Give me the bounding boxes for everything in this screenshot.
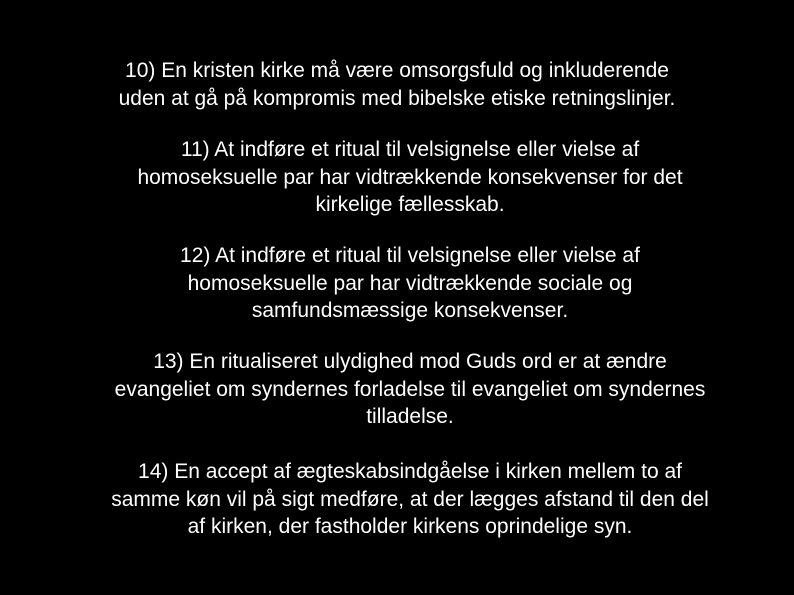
paragraph-10-line-2: uden at gå på kompromis med bibelske etiske retningslinjer. (118, 86, 676, 110)
paragraph-14-line-2: samme køn vil på sigt medføre, at der lægges afstand til den del (111, 487, 709, 511)
paragraph-11 (60, 136, 760, 219)
paragraph-14-line-3: af kirken, der fastholder kirkens oprindelige syn. (187, 515, 633, 538)
paragraph-14 (20, 458, 794, 541)
paragraph-13-line-1: 13) En ritualiseret ulydighed mod Guds ord er at ændre (153, 350, 667, 373)
paragraph-12-line-3: samfundsmæssige konsekvenser. (251, 299, 569, 322)
paragraph-14-line-1: 14) En accept af ægteskabsindgåelse i kirken mellem to af (138, 460, 682, 483)
paragraph-11-line-2: homoseksuelle par har vidtrækkende konsekvenser for det (137, 165, 683, 189)
paragraph-11-line-1: 11) At indføre et ritual til velsignelse eller vielse af (180, 138, 640, 161)
paragraph-12-line-1: 12) At indføre et ritual til velsignelse eller vielse af (180, 244, 640, 267)
paragraph-11-line-3: kirkelige fællesskab. (315, 193, 505, 216)
paragraph-13 (20, 348, 794, 431)
paragraph-12-line-2: homoseksuelle par har vidtrækkende sociale og (187, 271, 633, 295)
paragraph-12 (60, 242, 760, 325)
paragraph-13-line-3: tilladelse. (366, 405, 454, 428)
paragraph-10 (0, 57, 794, 112)
paragraph-10-line-1: 10) En kristen kirke må være omsorgsfuld og inkluderende (125, 59, 669, 82)
paragraph-13-line-2: evangeliet om syndernes forladelse til evangeliet om syndernes (114, 377, 706, 401)
